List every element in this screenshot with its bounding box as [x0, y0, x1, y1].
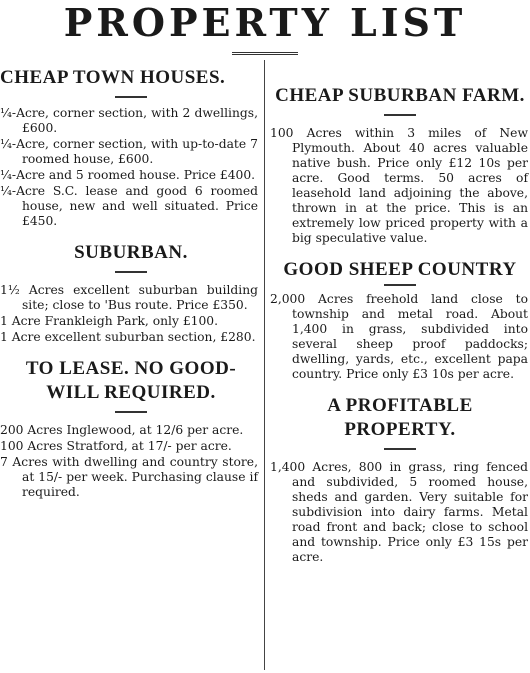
listing-section-suburban — [0, 241, 262, 345]
section-rule — [384, 114, 416, 116]
listing-item: ¼-Acre, corner section, with up-to-date 7 roomed house, £600. — [0, 137, 258, 166]
section-rule — [115, 96, 147, 98]
listing-item: 200 Acres Inglewood, at 12/6 per acre. — [0, 423, 244, 437]
listing-section-to-lease — [0, 357, 262, 500]
listing-item: ¼-Acre S.C. lease and good 6 roomed house, new and well situated. Price £450. — [0, 184, 258, 228]
section-heading: TO LEASE. NO GOOD-WILL REQUIRED. — [25, 358, 237, 403]
listing-section-suburban-farm — [270, 84, 530, 246]
listing-section-profitable-property — [270, 394, 530, 565]
section-heading: GOOD SHEEP COUNTRY — [283, 259, 517, 280]
section-heading: SUBURBAN. — [74, 242, 188, 263]
right-column — [270, 84, 530, 577]
left-column — [0, 66, 262, 512]
listing-item: 1 Acre Frankleigh Park, only £100. — [0, 314, 219, 328]
listing-item: 2,000 Acres freehold land close to township and metal road. About 1,400 in grass, subdivided into several sheep proof paddocks; dwelling, yards, etc., excellent papa country. Price only £3 10s per acre. — [270, 292, 528, 381]
section-rule — [384, 284, 416, 286]
listing-item: 1½ Acres excellent suburban building site; close to 'Bus route. Price £350. — [0, 283, 258, 312]
listing-item: ¼-Acre, corner section, with 2 dwellings, £600. — [0, 106, 258, 135]
section-heading: CHEAP TOWN HOUSES. — [0, 67, 226, 88]
listing-section-sheep-country — [270, 258, 530, 382]
title-ornament-rule — [232, 52, 298, 55]
listing-item: ¼-Acre and 5 roomed house. Price £400. — [0, 168, 256, 182]
listing-section-town-houses — [0, 66, 262, 229]
listing-item: 1,400 Acres, 800 in grass, ring fenced and subdivided, 5 roomed house, sheds and garden. Very suitable for subdivision into dairy farms. Metal road front and back; close to school and township. Price only £3 15s per acre. — [270, 460, 528, 564]
section-heading: CHEAP SUBURBAN FARM. — [275, 85, 525, 106]
listing-item: 7 Acres with dwelling and country store, at 15/- per week. Purchasing clause if required. — [0, 455, 258, 499]
section-heading: A PROFITABLE PROPERTY. — [327, 395, 473, 440]
section-rule — [384, 448, 416, 450]
section-rule — [115, 411, 147, 413]
section-rule — [115, 271, 147, 273]
listing-item: 100 Acres within 3 miles of New Plymouth. About 40 acres valuable native bush. Price only £12 10s per acre. Good terms. 50 acres of leasehold land adjoining the above, thrown in at the price. This is an extremely low priced property with a big speculative value. — [270, 126, 528, 245]
page-title: PROPERTY LIST — [63, 0, 467, 45]
column-divider — [264, 60, 265, 670]
listing-item: 1 Acre excellent suburban section, £280. — [0, 330, 256, 344]
listing-item: 100 Acres Stratford, at 17/- per acre. — [0, 439, 232, 453]
